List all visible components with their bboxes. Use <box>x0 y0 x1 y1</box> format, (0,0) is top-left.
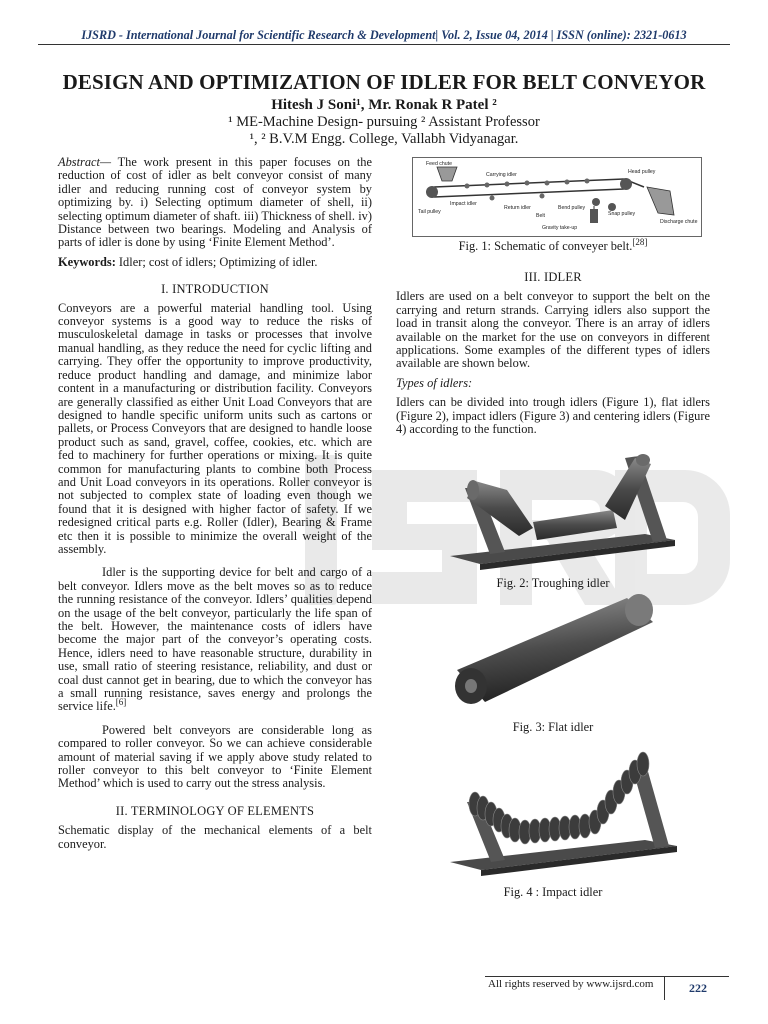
label-belt: Belt <box>536 213 545 219</box>
label-tail-pulley: Tail pulley <box>418 209 441 215</box>
impact-idler-image <box>445 742 685 878</box>
conveyor-schematic-figure <box>412 157 702 237</box>
citation-28: [28] <box>632 236 648 247</box>
abstract-text: The work present in this paper focuses on the reduction of cost of idler as belt conveyor consist of many idler and reducing running cost of conveyor system by optimizing by. i) Selecting optimum diameter of shell, ii) selecting optimum diameter of shaft. iii) Thickness of shell. iv) Distance between two bearings. Modeling and Analysis of parts of idler is done by using ‘Finite Element Method’. <box>58 155 372 250</box>
abstract-label: Abstract— <box>58 155 112 169</box>
author-affiliation-1: ¹ ME-Machine Design- pursuing ² Assistant Professor <box>228 114 540 130</box>
figure-3-caption: Fig. 3: Flat idler <box>512 720 594 734</box>
idler-paragraph-2: Idlers can be divided into trough idlers (Figure 1), flat idlers (Figure 2), impact idlers (Figure 3) and centering idlers (Figure 4) according to the function. <box>396 395 710 437</box>
header-rule <box>38 44 730 45</box>
keywords-text: Idler; cost of idlers; Optimizing of idler. <box>115 254 318 269</box>
author-affiliation-2: ¹, ² B.V.M Engg. College, Vallabh Vidyanagar. <box>249 131 519 147</box>
footer-rights: All rights reserved by www.ijsrd.com <box>488 978 654 990</box>
label-snap-pulley: Snap pulley <box>608 211 636 217</box>
abstract <box>58 156 372 250</box>
intro-paragraph-2 <box>58 566 372 713</box>
left-column <box>58 156 372 851</box>
intro-paragraph-2-text: Idler is the supporting device for belt and cargo of a belt conveyor. Idlers move as the belt moves so as to reduce the running resistance of the conveyor. Idlers’ qualities depend on the usage of the belt conveyor, particularly the life span of the belt. However, the maintenance costs of idlers have become the major part of the conveyor’s operating costs. Hence, idlers need to have reasonable structure, durability in use, small ratio of steering resistance, reliability, and dust or coal dust cannot get in bearing, due to which the conveyor has a small running resistance, saves energy and prolongs the service life. <box>58 565 372 714</box>
terminology-paragraph: Schematic display of the mechanical elements of a belt conveyor. <box>58 823 372 851</box>
figure-1-caption-text: Fig. 1: Schematic of conveyer belt. <box>458 239 633 253</box>
intro-paragraph-3: Powered belt conveyors are considerable long as compared to roller conveyor. So we can achieve considerable amount of material saving if we apply above study related to roller conveyor to this belt conveyor to ‘Finite Element Method’ which is used to carry out the stress analysis. <box>58 722 372 791</box>
figure-1-caption <box>396 236 710 253</box>
label-feed-chute: Feed chute <box>426 161 452 167</box>
idler-paragraph-1: Idlers are used on a belt conveyor to support the belt on the carrying and return strands. Carrying idlers also support the load in transit along the conveyor. There is an array of idlers available on the market for the use on conveyors in different applications. Some examples of the different types of idlers available are shown below. <box>396 289 710 371</box>
figure-2-caption: Fig. 2: Troughing idler <box>496 576 610 590</box>
intro-paragraph-1: Conveyors are a powerful material handling tool. Using conveyor systems is a good way to reduce the risks of musculoskeletal damage in tasks or processes that involve manual handling, as they reduce the need for cyclic lifting and carrying. They offer the opportunity to improve productivity, reduce product handling and damage, and minimize labor content in a manufacturing or distribution facility. Conveyors are generally classified as either Unit Load Conveyors that are designed to handle specific uniform units such as cartons or pallets, or Process Conveyors that are designed to handle loose product such as sand, gravel, coffee, cookies, etc. which are fed to machinery for further operations or mixing. It is quite common for manufacturing plants to combine both Process and Unit Load conveyors in its operations. Roller conveyor is not subjected to complex state of loading even though we found that it is designed with higher factor of safety. If we redesigned critical parts e.g. Roller (Idler), Bearing & Frame etc then it is possible to minimize the overall weight of the assembly. <box>58 300 372 556</box>
label-head-pulley: Head pulley <box>628 169 656 175</box>
page-number: 222 <box>664 976 731 1000</box>
paper-authors: Hitesh J Soni¹, Mr. Ronak R Patel ² <box>271 97 497 113</box>
keywords <box>58 256 372 269</box>
label-return-idler: Return idler <box>504 205 531 211</box>
label-impact-idler: Impact idler <box>450 201 477 207</box>
section-heading-terminology: II. TERMINOLOGY OF ELEMENTS <box>115 803 315 818</box>
keywords-label: Keywords: <box>58 254 116 269</box>
label-gravity-take-up: Gravity take-up <box>542 225 578 231</box>
troughing-idler-image <box>445 448 685 570</box>
types-of-idlers-heading: Types of idlers: <box>396 375 473 390</box>
flat-idler-image <box>445 592 665 710</box>
paper-title: DESIGN AND OPTIMIZATION OF IDLER FOR BELT CONVEYOR <box>62 70 706 94</box>
citation-6: [6] <box>115 697 127 708</box>
section-heading-introduction: I. INTRODUCTION <box>161 282 269 297</box>
right-column-text <box>396 271 710 436</box>
figure-4-caption: Fig. 4 : Impact idler <box>503 885 603 899</box>
journal-header: IJSRD - International Journal for Scientific Research & Development| Vol. 2, Issue 04, 2014 | ISSN (online): 2321-0613 <box>81 28 687 42</box>
label-discharge-chute: Discharge chute <box>660 219 698 225</box>
label-carrying-idler: Carrying idler <box>486 172 517 178</box>
section-heading-idler: III. IDLER <box>524 270 582 284</box>
label-bend-pulley: Bend pulley <box>558 205 586 211</box>
